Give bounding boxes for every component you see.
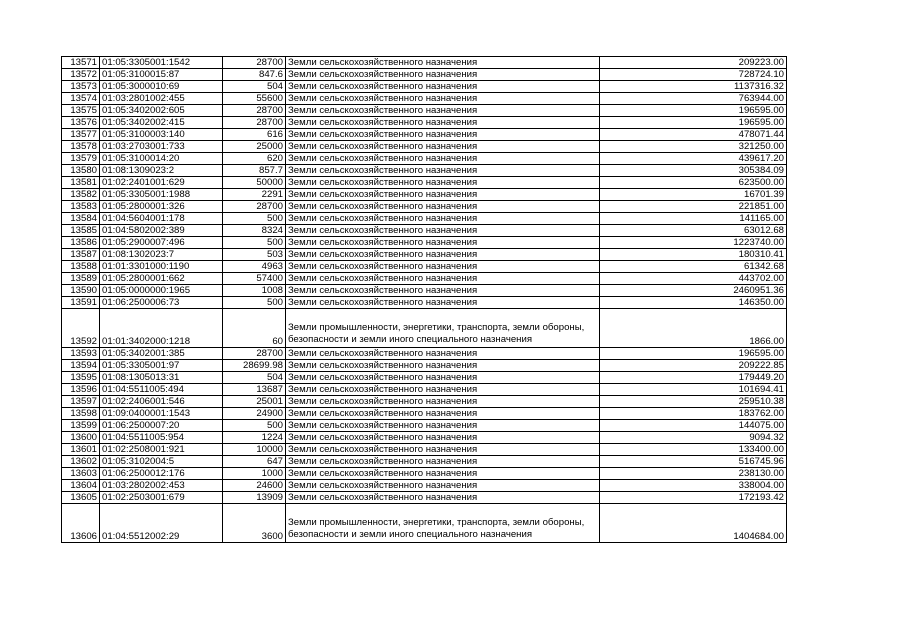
land-category-cell: Земли промышленности, энергетики, транспорта, земли обороны, безопасности и земли иного специального назначения xyxy=(286,309,600,348)
cadastral-number-cell: 01:05:2900007:496 xyxy=(100,237,223,249)
area-cell: 10000 xyxy=(223,444,286,456)
land-category-cell: Земли сельскохозяйственного назначения xyxy=(286,297,600,309)
table-row xyxy=(62,348,787,360)
table-row xyxy=(62,165,787,177)
land-category-cell: Земли сельскохозяйственного назначения xyxy=(286,69,600,81)
table-row xyxy=(62,273,787,285)
cadastral-number-cell: 01:04:5511005:494 xyxy=(100,384,223,396)
land-category-cell: Земли сельскохозяйственного назначения xyxy=(286,201,600,213)
land-category-cell: Земли сельскохозяйственного назначения xyxy=(286,213,600,225)
land-category-cell: Земли сельскохозяйственного назначения xyxy=(286,165,600,177)
table-row xyxy=(62,261,787,273)
table-row xyxy=(62,57,787,69)
land-category-cell: Земли сельскохозяйственного назначения xyxy=(286,237,600,249)
cadastral-value-cell: 1866.00 xyxy=(600,309,787,348)
cadastral-number-cell: 01:04:5604001:178 xyxy=(100,213,223,225)
land-category-cell: Земли сельскохозяйственного назначения xyxy=(286,444,600,456)
cadastral-number-cell: 01:05:3305001:97 xyxy=(100,360,223,372)
area-cell: 28700 xyxy=(223,201,286,213)
land-category-cell: Земли сельскохозяйственного назначения xyxy=(286,81,600,93)
area-cell: 50000 xyxy=(223,177,286,189)
cadastral-number-cell: 01:06:2500012:176 xyxy=(100,468,223,480)
row-id-cell: 13571 xyxy=(62,57,100,69)
table-row xyxy=(62,456,787,468)
cadastral-value-cell: 179449.20 xyxy=(600,372,787,384)
table-row xyxy=(62,372,787,384)
area-cell: 4963 xyxy=(223,261,286,273)
row-id-cell: 13592 xyxy=(62,309,100,348)
cadastral-value-cell: 209222.85 xyxy=(600,360,787,372)
table-row xyxy=(62,129,787,141)
cadastral-value-cell: 1404684.00 xyxy=(600,504,787,543)
row-id-cell: 13573 xyxy=(62,81,100,93)
table-row xyxy=(62,93,787,105)
area-cell: 25001 xyxy=(223,396,286,408)
row-id-cell: 13584 xyxy=(62,213,100,225)
area-cell: 28700 xyxy=(223,105,286,117)
cadastral-number-cell: 01:04:5511005:954 xyxy=(100,432,223,444)
cadastral-number-cell: 01:06:2500006:73 xyxy=(100,297,223,309)
table-row xyxy=(62,69,787,81)
table-row xyxy=(62,297,787,309)
row-id-cell: 13595 xyxy=(62,372,100,384)
row-id-cell: 13604 xyxy=(62,480,100,492)
area-cell: 13909 xyxy=(223,492,286,504)
land-category-cell: Земли сельскохозяйственного назначения xyxy=(286,57,600,69)
land-category-cell: Земли сельскохозяйственного назначения xyxy=(286,261,600,273)
cadastral-number-cell: 01:08:1305013:31 xyxy=(100,372,223,384)
cadastral-value-cell: 2460951.36 xyxy=(600,285,787,297)
row-id-cell: 13575 xyxy=(62,105,100,117)
land-category-cell: Земли сельскохозяйственного назначения xyxy=(286,396,600,408)
table-row xyxy=(62,309,787,348)
land-category-cell: Земли сельскохозяйственного назначения xyxy=(286,480,600,492)
cadastral-number-cell: 01:05:3402001:385 xyxy=(100,348,223,360)
area-cell: 25000 xyxy=(223,141,286,153)
cadastral-number-cell: 01:08:1309023:2 xyxy=(100,165,223,177)
cadastral-number-cell: 01:05:0000000:1965 xyxy=(100,285,223,297)
cadastral-value-cell: 144075.00 xyxy=(600,420,787,432)
registry-table-body xyxy=(62,57,787,543)
row-id-cell: 13593 xyxy=(62,348,100,360)
table-row xyxy=(62,492,787,504)
row-id-cell: 13589 xyxy=(62,273,100,285)
cadastral-number-cell: 01:02:2406001:546 xyxy=(100,396,223,408)
cadastral-number-cell: 01:08:1302023:7 xyxy=(100,249,223,261)
cadastral-number-cell: 01:02:2401001:629 xyxy=(100,177,223,189)
row-id-cell: 13588 xyxy=(62,261,100,273)
cadastral-value-cell: 196595.00 xyxy=(600,117,787,129)
table-row xyxy=(62,81,787,93)
row-id-cell: 13577 xyxy=(62,129,100,141)
row-id-cell: 13587 xyxy=(62,249,100,261)
area-cell: 13687 xyxy=(223,384,286,396)
area-cell: 57400 xyxy=(223,273,286,285)
land-category-cell: Земли сельскохозяйственного назначения xyxy=(286,432,600,444)
cadastral-value-cell: 728724.10 xyxy=(600,69,787,81)
cadastral-value-cell: 478071.44 xyxy=(600,129,787,141)
land-registry-table xyxy=(61,56,787,543)
row-id-cell: 13581 xyxy=(62,177,100,189)
row-id-cell: 13576 xyxy=(62,117,100,129)
cadastral-number-cell: 01:05:3102004:5 xyxy=(100,456,223,468)
land-category-cell: Земли сельскохозяйственного назначения xyxy=(286,285,600,297)
cadastral-value-cell: 196595.00 xyxy=(600,105,787,117)
cadastral-value-cell: 439617.20 xyxy=(600,153,787,165)
area-cell: 1224 xyxy=(223,432,286,444)
area-cell: 504 xyxy=(223,372,286,384)
cadastral-number-cell: 01:05:3100003:140 xyxy=(100,129,223,141)
cadastral-number-cell: 01:04:5802002:389 xyxy=(100,225,223,237)
land-category-cell: Земли сельскохозяйственного назначения xyxy=(286,105,600,117)
table-row xyxy=(62,213,787,225)
table-row xyxy=(62,444,787,456)
table-row xyxy=(62,249,787,261)
table-row xyxy=(62,225,787,237)
table-row xyxy=(62,141,787,153)
cadastral-value-cell: 623500.00 xyxy=(600,177,787,189)
cadastral-number-cell: 01:01:3402000:1218 xyxy=(100,309,223,348)
row-id-cell: 13591 xyxy=(62,297,100,309)
row-id-cell: 13600 xyxy=(62,432,100,444)
table-row xyxy=(62,480,787,492)
area-cell: 55600 xyxy=(223,93,286,105)
table-row xyxy=(62,105,787,117)
area-cell: 1000 xyxy=(223,468,286,480)
land-category-cell: Земли сельскохозяйственного назначения xyxy=(286,273,600,285)
land-category-cell: Земли сельскохозяйственного назначения xyxy=(286,408,600,420)
row-id-cell: 13582 xyxy=(62,189,100,201)
table-row xyxy=(62,153,787,165)
cadastral-number-cell: 01:05:3100015:87 xyxy=(100,69,223,81)
land-category-cell: Земли сельскохозяйственного назначения xyxy=(286,189,600,201)
cadastral-value-cell: 1137316.32 xyxy=(600,81,787,93)
area-cell: 8324 xyxy=(223,225,286,237)
area-cell: 28700 xyxy=(223,117,286,129)
row-id-cell: 13605 xyxy=(62,492,100,504)
cadastral-number-cell: 01:09:0400001:1543 xyxy=(100,408,223,420)
cadastral-number-cell: 01:03:2802002:453 xyxy=(100,480,223,492)
table-row xyxy=(62,285,787,297)
row-id-cell: 13578 xyxy=(62,141,100,153)
area-cell: 500 xyxy=(223,297,286,309)
cadastral-number-cell: 01:04:5512002:29 xyxy=(100,504,223,543)
table-row xyxy=(62,117,787,129)
area-cell: 857.7 xyxy=(223,165,286,177)
row-id-cell: 13601 xyxy=(62,444,100,456)
area-cell: 616 xyxy=(223,129,286,141)
cadastral-number-cell: 01:05:3402002:605 xyxy=(100,105,223,117)
table-row xyxy=(62,468,787,480)
cadastral-value-cell: 172193.42 xyxy=(600,492,787,504)
cadastral-number-cell: 01:01:3301000:1190 xyxy=(100,261,223,273)
table-row xyxy=(62,504,787,543)
cadastral-number-cell: 01:05:3000010:69 xyxy=(100,81,223,93)
row-id-cell: 13579 xyxy=(62,153,100,165)
cadastral-number-cell: 01:05:3402002:415 xyxy=(100,117,223,129)
row-id-cell: 13580 xyxy=(62,165,100,177)
cadastral-value-cell: 141165.00 xyxy=(600,213,787,225)
land-category-cell: Земли сельскохозяйственного назначения xyxy=(286,153,600,165)
area-cell: 3600 xyxy=(223,504,286,543)
table-row xyxy=(62,420,787,432)
cadastral-number-cell: 01:02:2508001:921 xyxy=(100,444,223,456)
area-cell: 2291 xyxy=(223,189,286,201)
table-row xyxy=(62,384,787,396)
land-category-cell: Земли сельскохозяйственного назначения xyxy=(286,129,600,141)
land-category-cell: Земли сельскохозяйственного назначения xyxy=(286,141,600,153)
land-category-cell: Земли промышленности, энергетики, транспорта, земли обороны, безопасности и земли иного специального назначения xyxy=(286,504,600,543)
area-cell: 1008 xyxy=(223,285,286,297)
row-id-cell: 13574 xyxy=(62,93,100,105)
cadastral-value-cell: 63012.68 xyxy=(600,225,787,237)
row-id-cell: 13602 xyxy=(62,456,100,468)
area-cell: 620 xyxy=(223,153,286,165)
table-row xyxy=(62,237,787,249)
cadastral-value-cell: 61342.68 xyxy=(600,261,787,273)
cadastral-value-cell: 221851.00 xyxy=(600,201,787,213)
cadastral-value-cell: 209223.00 xyxy=(600,57,787,69)
land-category-cell: Земли сельскохозяйственного назначения xyxy=(286,468,600,480)
cadastral-number-cell: 01:05:3100014:20 xyxy=(100,153,223,165)
cadastral-value-cell: 305384.09 xyxy=(600,165,787,177)
area-cell: 647 xyxy=(223,456,286,468)
row-id-cell: 13590 xyxy=(62,285,100,297)
cadastral-value-cell: 1223740.00 xyxy=(600,237,787,249)
cadastral-number-cell: 01:03:2703001:733 xyxy=(100,141,223,153)
area-cell: 28699.98 xyxy=(223,360,286,372)
area-cell: 503 xyxy=(223,249,286,261)
cadastral-value-cell: 321250.00 xyxy=(600,141,787,153)
cadastral-number-cell: 01:05:2800001:326 xyxy=(100,201,223,213)
land-category-cell: Земли сельскохозяйственного назначения xyxy=(286,492,600,504)
cadastral-number-cell: 01:03:2801002:455 xyxy=(100,93,223,105)
area-cell: 500 xyxy=(223,213,286,225)
row-id-cell: 13583 xyxy=(62,201,100,213)
row-id-cell: 13597 xyxy=(62,396,100,408)
row-id-cell: 13572 xyxy=(62,69,100,81)
land-category-cell: Земли сельскохозяйственного назначения xyxy=(286,420,600,432)
cadastral-number-cell: 01:05:2800001:662 xyxy=(100,273,223,285)
land-category-cell: Земли сельскохозяйственного назначения xyxy=(286,225,600,237)
area-cell: 847.6 xyxy=(223,69,286,81)
land-category-cell: Земли сельскохозяйственного назначения xyxy=(286,384,600,396)
land-category-cell: Земли сельскохозяйственного назначения xyxy=(286,93,600,105)
table-row xyxy=(62,189,787,201)
cadastral-value-cell: 146350.00 xyxy=(600,297,787,309)
cadastral-value-cell: 516745.96 xyxy=(600,456,787,468)
cadastral-value-cell: 763944.00 xyxy=(600,93,787,105)
area-cell: 28700 xyxy=(223,348,286,360)
land-category-cell: Земли сельскохозяйственного назначения xyxy=(286,456,600,468)
table-row xyxy=(62,396,787,408)
area-cell: 500 xyxy=(223,237,286,249)
land-category-cell: Земли сельскохозяйственного назначения xyxy=(286,177,600,189)
cadastral-value-cell: 183762.00 xyxy=(600,408,787,420)
cadastral-value-cell: 196595.00 xyxy=(600,348,787,360)
table-row xyxy=(62,408,787,420)
land-category-cell: Земли сельскохозяйственного назначения xyxy=(286,360,600,372)
cadastral-value-cell: 259510.38 xyxy=(600,396,787,408)
cadastral-value-cell: 101694.41 xyxy=(600,384,787,396)
table-row xyxy=(62,201,787,213)
cadastral-value-cell: 180310.41 xyxy=(600,249,787,261)
area-cell: 60 xyxy=(223,309,286,348)
table-row xyxy=(62,177,787,189)
cadastral-number-cell: 01:05:3305001:1542 xyxy=(100,57,223,69)
row-id-cell: 13594 xyxy=(62,360,100,372)
row-id-cell: 13598 xyxy=(62,408,100,420)
table-row xyxy=(62,360,787,372)
cadastral-value-cell: 443702.00 xyxy=(600,273,787,285)
table-row xyxy=(62,432,787,444)
area-cell: 24900 xyxy=(223,408,286,420)
cadastral-number-cell: 01:05:3305001:1988 xyxy=(100,189,223,201)
cadastral-value-cell: 133400.00 xyxy=(600,444,787,456)
area-cell: 24600 xyxy=(223,480,286,492)
land-category-cell: Земли сельскохозяйственного назначения xyxy=(286,117,600,129)
cadastral-number-cell: 01:02:2503001:679 xyxy=(100,492,223,504)
cadastral-value-cell: 16701.39 xyxy=(600,189,787,201)
row-id-cell: 13599 xyxy=(62,420,100,432)
row-id-cell: 13596 xyxy=(62,384,100,396)
cadastral-value-cell: 238130.00 xyxy=(600,468,787,480)
row-id-cell: 13603 xyxy=(62,468,100,480)
row-id-cell: 13585 xyxy=(62,225,100,237)
area-cell: 500 xyxy=(223,420,286,432)
area-cell: 28700 xyxy=(223,57,286,69)
cadastral-value-cell: 9094.32 xyxy=(600,432,787,444)
cadastral-number-cell: 01:06:2500007:20 xyxy=(100,420,223,432)
land-category-cell: Земли сельскохозяйственного назначения xyxy=(286,372,600,384)
cadastral-value-cell: 338004.00 xyxy=(600,480,787,492)
land-category-cell: Земли сельскохозяйственного назначения xyxy=(286,249,600,261)
land-category-cell: Земли сельскохозяйственного назначения xyxy=(286,348,600,360)
row-id-cell: 13606 xyxy=(62,504,100,543)
area-cell: 504 xyxy=(223,81,286,93)
row-id-cell: 13586 xyxy=(62,237,100,249)
